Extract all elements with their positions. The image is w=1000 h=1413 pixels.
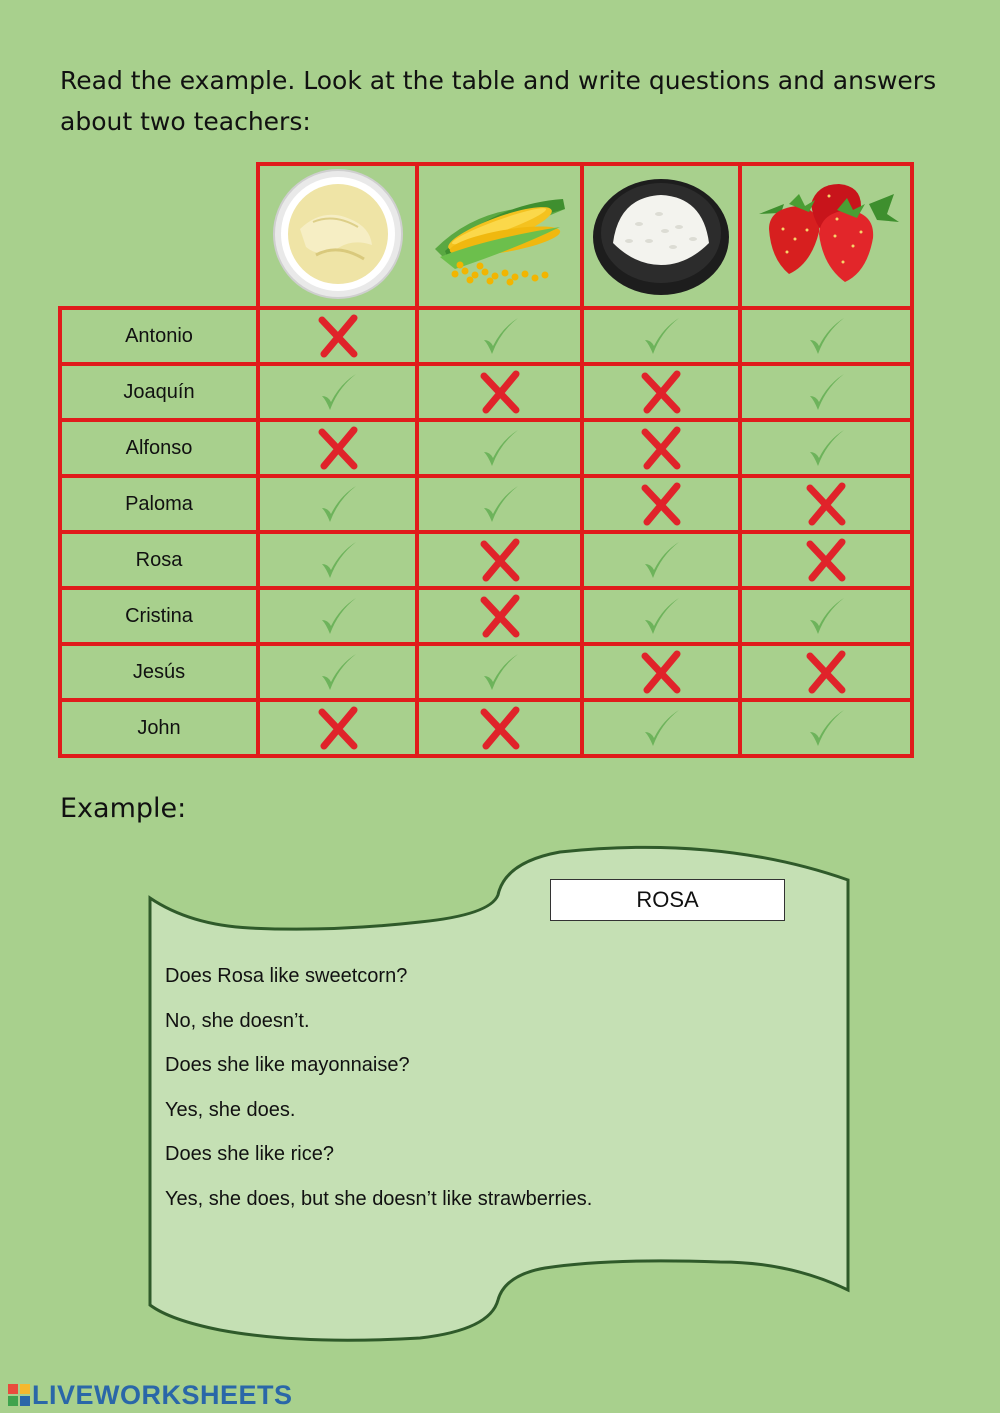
example-dialog (165, 958, 805, 1225)
dialog-line: No, she doesn’t. (165, 1009, 310, 1032)
person-name: John (60, 700, 258, 756)
dialog-line: Yes, she does. (165, 1098, 296, 1121)
liveworksheets-logo (8, 1380, 293, 1410)
name-box: ROSA (550, 879, 785, 921)
instructions-text: Read the example. Look at the table and write questions and answers about two teachers: (60, 66, 937, 136)
person-name: Cristina (60, 588, 258, 644)
person-name: Alfonso (60, 420, 258, 476)
logo-icon (8, 1384, 30, 1406)
example-label: Example: (60, 793, 187, 824)
person-name: Paloma (60, 476, 258, 532)
person-name: Joaquín (60, 364, 258, 420)
person-name: Antonio (60, 308, 258, 364)
dialog-line: Does she like mayonnaise? (165, 1054, 410, 1076)
person-name: Rosa (60, 532, 258, 588)
dialog-line: Does Rosa like sweetcorn? (165, 965, 408, 987)
person-name: Jesús (60, 644, 258, 700)
dialog-line: Yes, she does, but she doesn’t like strawberries. (165, 1187, 593, 1210)
logo-text: LIVEWORKSHEETS (32, 1379, 293, 1410)
dialog-line: Does she like rice? (165, 1143, 334, 1165)
